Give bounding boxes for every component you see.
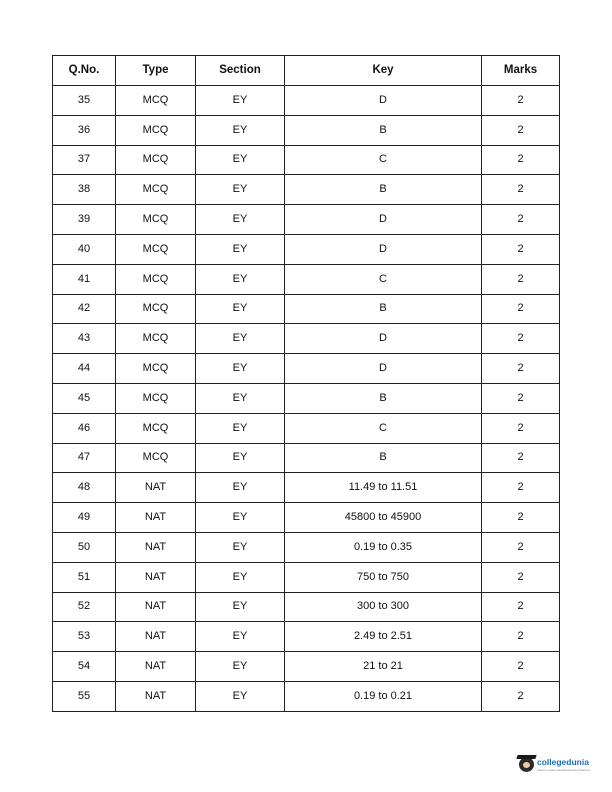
cell-section: EY [196,622,285,652]
table-row [53,175,560,205]
cell-marks: 2 [482,145,560,175]
table-row [53,383,560,413]
header-type: Type [116,56,196,86]
table-row [53,681,560,711]
cell-marks: 2 [482,86,560,116]
cell-marks: 2 [482,413,560,443]
cell-section: EY [196,354,285,384]
table-row [53,562,560,592]
cell-type: NAT [116,681,196,711]
cell-key: D [285,205,482,235]
cell-section: EY [196,562,285,592]
cell-key: C [285,145,482,175]
cell-type: MCQ [116,115,196,145]
cell-marks: 2 [482,532,560,562]
cell-key: 0.19 to 0.21 [285,681,482,711]
cell-section: EY [196,473,285,503]
answer-key-table [52,55,560,712]
table-row [53,205,560,235]
cell-section: EY [196,86,285,116]
cell-key: D [285,86,482,116]
table-row [53,622,560,652]
cell-qno: 43 [53,324,116,354]
cell-qno: 40 [53,234,116,264]
cell-key: 45800 to 45900 [285,503,482,533]
cell-qno: 50 [53,532,116,562]
cell-marks: 2 [482,681,560,711]
cell-section: EY [196,205,285,235]
table-header [53,56,560,86]
table-row [53,86,560,116]
cell-marks: 2 [482,324,560,354]
cell-key: D [285,234,482,264]
cell-marks: 2 [482,503,560,533]
cell-type: NAT [116,503,196,533]
cell-section: EY [196,383,285,413]
table-row [53,145,560,175]
table-row [53,473,560,503]
table-row [53,532,560,562]
cell-key: 11.49 to 11.51 [285,473,482,503]
cell-marks: 2 [482,652,560,682]
cell-qno: 55 [53,681,116,711]
cell-qno: 39 [53,205,116,235]
cell-key: 0.19 to 0.35 [285,532,482,562]
cell-qno: 47 [53,443,116,473]
cell-qno: 41 [53,264,116,294]
table-row [53,324,560,354]
cell-marks: 2 [482,354,560,384]
cell-marks: 2 [482,294,560,324]
cell-marks: 2 [482,205,560,235]
cell-section: EY [196,264,285,294]
header-section: Section [196,56,285,86]
cell-key: B [285,443,482,473]
cell-type: MCQ [116,264,196,294]
table-row [53,354,560,384]
cell-section: EY [196,294,285,324]
cell-type: MCQ [116,175,196,205]
cell-marks: 2 [482,562,560,592]
cell-key: D [285,354,482,384]
cell-key: C [285,413,482,443]
cell-qno: 45 [53,383,116,413]
logo-text [537,757,590,772]
table-row [53,115,560,145]
cell-type: NAT [116,562,196,592]
table-row [53,413,560,443]
cell-key: B [285,383,482,413]
cell-key: C [285,264,482,294]
cell-qno: 51 [53,562,116,592]
cell-qno: 42 [53,294,116,324]
table-row [53,294,560,324]
cell-type: MCQ [116,324,196,354]
cell-marks: 2 [482,383,560,413]
cell-key: D [285,324,482,354]
cell-qno: 53 [53,622,116,652]
cell-qno: 49 [53,503,116,533]
cell-type: NAT [116,532,196,562]
cell-qno: 48 [53,473,116,503]
cell-type: MCQ [116,234,196,264]
cell-section: EY [196,324,285,354]
cell-key: B [285,115,482,145]
cell-key: 21 to 21 [285,652,482,682]
cell-marks: 2 [482,443,560,473]
cell-section: EY [196,175,285,205]
graduate-cap-icon [519,757,534,772]
header-qno: Q.No. [53,56,116,86]
cell-section: EY [196,145,285,175]
cell-key: B [285,294,482,324]
cell-section: EY [196,234,285,264]
table-row [53,264,560,294]
cell-qno: 35 [53,86,116,116]
cell-section: EY [196,413,285,443]
table-row [53,652,560,682]
cell-type: MCQ [116,383,196,413]
logo-name: collegedunia [537,756,589,767]
cell-section: EY [196,503,285,533]
cell-key: 2.49 to 2.51 [285,622,482,652]
cell-type: MCQ [116,145,196,175]
cell-section: EY [196,115,285,145]
cell-section: EY [196,443,285,473]
cell-type: MCQ [116,294,196,324]
cell-key: 300 to 300 [285,592,482,622]
cell-type: NAT [116,473,196,503]
cell-type: NAT [116,652,196,682]
cell-type: MCQ [116,205,196,235]
cell-qno: 37 [53,145,116,175]
cell-section: EY [196,592,285,622]
cell-qno: 52 [53,592,116,622]
cell-type: MCQ [116,443,196,473]
cell-qno: 38 [53,175,116,205]
cell-marks: 2 [482,115,560,145]
header-marks: Marks [482,56,560,86]
table-row [53,592,560,622]
table-row [53,234,560,264]
header-key: Key [285,56,482,86]
cell-type: MCQ [116,354,196,384]
cell-marks: 2 [482,592,560,622]
table-row [53,443,560,473]
cell-marks: 2 [482,234,560,264]
cell-marks: 2 [482,175,560,205]
collegedunia-logo [519,752,612,776]
cell-qno: 44 [53,354,116,384]
cell-key: B [285,175,482,205]
table-row [53,503,560,533]
cell-type: NAT [116,622,196,652]
cell-marks: 2 [482,264,560,294]
cell-qno: 54 [53,652,116,682]
cell-key: 750 to 750 [285,562,482,592]
cell-marks: 2 [482,622,560,652]
cell-marks: 2 [482,473,560,503]
table-body [53,86,560,712]
cell-section: EY [196,681,285,711]
header-row [53,56,560,86]
cell-section: EY [196,532,285,562]
cell-type: MCQ [116,413,196,443]
cell-type: MCQ [116,86,196,116]
cell-qno: 46 [53,413,116,443]
logo-tagline: India's Largest Student Review Platform [537,767,591,772]
cell-section: EY [196,652,285,682]
cell-type: NAT [116,592,196,622]
cell-qno: 36 [53,115,116,145]
